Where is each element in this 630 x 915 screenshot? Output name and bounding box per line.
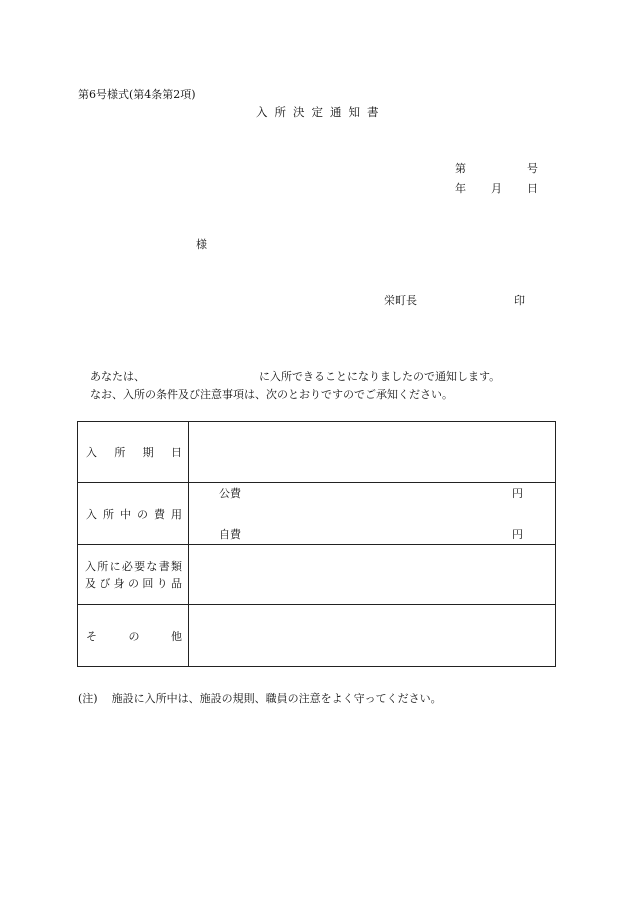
addressee-honorific: 様 xyxy=(196,238,207,251)
issuer-title: 栄町長 xyxy=(384,294,417,307)
label-char: 日 xyxy=(170,446,182,459)
label-char: 回 xyxy=(142,576,154,590)
date-year-label: 年 xyxy=(455,182,466,195)
label-char: 所 xyxy=(114,446,126,459)
label-char: 期 xyxy=(142,446,154,459)
date-month-label: 月 xyxy=(491,182,502,195)
label-char: 入 xyxy=(85,559,96,573)
table-row-required-items xyxy=(78,545,556,605)
label-char: そ xyxy=(86,629,97,643)
label-char: に xyxy=(109,559,121,573)
other-label xyxy=(78,605,189,667)
date-day-label: 日 xyxy=(527,182,538,195)
footnote-prefix: (注) xyxy=(78,692,98,705)
label-char: 類 xyxy=(170,559,182,573)
required-items-value xyxy=(189,545,556,605)
table-row-admission-date xyxy=(78,422,556,483)
self-cost-row xyxy=(219,526,523,542)
admission-date-label xyxy=(78,422,189,483)
label-char: 品 xyxy=(170,576,182,590)
label-char: び xyxy=(99,576,111,590)
label-char: 所 xyxy=(97,559,109,573)
label-char: 身 xyxy=(113,576,125,590)
label-char: 所 xyxy=(103,507,114,521)
cost-label xyxy=(78,483,189,545)
other-value xyxy=(189,605,556,667)
label-char: 他 xyxy=(171,629,182,643)
label-char: り xyxy=(156,576,168,590)
label-char: 入 xyxy=(86,446,97,459)
table-row-other xyxy=(78,605,556,667)
label-char: 中 xyxy=(120,507,131,521)
required-items-label xyxy=(78,545,189,605)
notice-line-1-end: に入所できることになりましたので通知します。 xyxy=(259,370,501,383)
label-char: 要 xyxy=(134,559,146,573)
document-number-prefix: 第 xyxy=(455,162,466,175)
public-cost-label: 公費 xyxy=(219,487,241,500)
seal-mark: 印 xyxy=(514,294,525,307)
notice-line-1 xyxy=(90,368,500,384)
required-items-label-line-2 xyxy=(85,575,182,592)
required-items-label-line-1 xyxy=(85,558,182,575)
table-row-cost xyxy=(78,483,556,545)
self-cost-yen: 円 xyxy=(512,528,523,541)
document-number-suffix: 号 xyxy=(527,162,538,175)
notice-line-2: なお、入所の条件及び注意事項は、次のとおりですのでご承知ください。 xyxy=(90,388,453,401)
footnote-text: 施設に入所中は、施設の規則、職員の注意をよく守ってください。 xyxy=(111,692,442,705)
public-cost-row xyxy=(219,485,523,501)
public-cost-yen: 円 xyxy=(512,487,523,500)
admission-date-value xyxy=(189,422,556,483)
document-title: 入所決定通知書 xyxy=(256,105,386,119)
footnote xyxy=(78,690,442,706)
label-char: の xyxy=(127,576,139,590)
form-number: 第6号様式(第4条第2項) xyxy=(78,88,196,101)
notice-line-1-start: あなたは、 xyxy=(90,370,145,383)
label-char: な xyxy=(146,559,158,573)
cost-value xyxy=(189,483,556,545)
label-char: 入 xyxy=(86,507,97,521)
admission-details-table xyxy=(77,421,556,667)
label-char: 用 xyxy=(171,507,182,521)
self-cost-label: 自費 xyxy=(219,528,241,541)
label-char: 及 xyxy=(85,576,96,590)
label-char: の xyxy=(128,629,140,643)
label-char: 必 xyxy=(121,559,133,573)
label-char: 費 xyxy=(154,507,165,521)
label-char: 書 xyxy=(158,559,170,573)
label-char: の xyxy=(137,507,148,521)
